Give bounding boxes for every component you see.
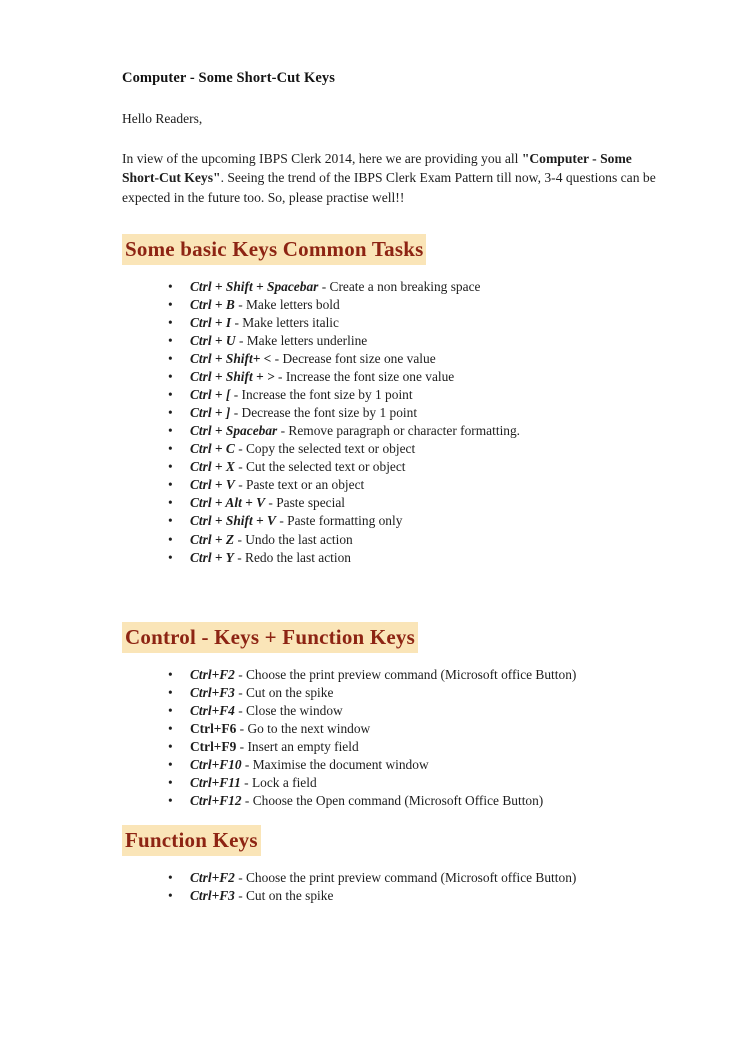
section-heading-control-keys-function-keys bbox=[122, 625, 664, 650]
shortcut-combo: Ctrl + B bbox=[190, 297, 235, 313]
bullet-icon: • bbox=[168, 756, 173, 772]
list-item bbox=[168, 531, 664, 549]
shortcut-combo: Ctrl + Alt + V bbox=[190, 495, 266, 511]
shortcut-combo: Ctrl+F9 bbox=[190, 738, 237, 754]
section-heading-text: Some basic Keys Common Tasks bbox=[122, 234, 426, 265]
shortcut-combo: Ctrl + V bbox=[190, 477, 235, 493]
shortcut-description: - Choose the print preview command (Microsoft office Button) bbox=[234, 870, 577, 886]
list-item bbox=[168, 278, 664, 296]
shortcut-description: - Maximise the document window bbox=[241, 756, 429, 772]
bullet-icon: • bbox=[168, 702, 173, 718]
section-spacer bbox=[122, 567, 664, 625]
bullet-icon: • bbox=[168, 888, 173, 904]
list-item bbox=[168, 792, 664, 810]
list-item bbox=[168, 404, 664, 422]
shortcut-description: - Make letters italic bbox=[231, 315, 339, 331]
shortcut-description: - Insert an empty field bbox=[236, 738, 359, 754]
list-item bbox=[168, 684, 664, 702]
shortcut-combo: Ctrl + Shift + > bbox=[190, 369, 275, 385]
shortcut-description: - Make letters bold bbox=[234, 297, 340, 313]
shortcut-combo: Ctrl + Shift + Spacebar bbox=[190, 279, 319, 295]
list-item bbox=[168, 512, 664, 530]
shortcut-list-function-keys bbox=[122, 869, 664, 905]
shortcut-description: - Paste text or an object bbox=[234, 477, 365, 493]
shortcut-description: - Lock a field bbox=[240, 774, 317, 790]
greeting-text: Hello Readers, bbox=[122, 111, 203, 126]
bullet-icon: • bbox=[168, 369, 173, 385]
bullet-icon: • bbox=[168, 495, 173, 511]
shortcut-description: - Choose the print preview command (Microsoft office Button) bbox=[234, 666, 577, 682]
section-heading-some-basic-keys-common-tasks bbox=[122, 237, 664, 262]
shortcut-description: - Decrease the font size by 1 point bbox=[230, 405, 418, 421]
bullet-icon: • bbox=[168, 405, 173, 421]
shortcut-description: - Copy the selected text or object bbox=[234, 441, 416, 457]
shortcut-combo: Ctrl+F2 bbox=[190, 870, 235, 886]
list-item bbox=[168, 332, 664, 350]
list-item bbox=[168, 440, 664, 458]
shortcut-combo: Ctrl+F6 bbox=[190, 720, 237, 736]
bullet-icon: • bbox=[168, 441, 173, 457]
list-item bbox=[168, 350, 664, 368]
bullet-icon: • bbox=[168, 477, 173, 493]
shortcut-description: - Cut on the spike bbox=[234, 684, 334, 700]
bullet-icon: • bbox=[168, 870, 173, 886]
shortcut-description: - Undo the last action bbox=[234, 531, 353, 547]
shortcut-combo: Ctrl+F4 bbox=[190, 702, 235, 718]
bullet-icon: • bbox=[168, 774, 173, 790]
bullet-icon: • bbox=[168, 351, 173, 367]
shortcut-description: - Cut the selected text or object bbox=[234, 459, 406, 475]
section-heading-function-keys bbox=[122, 828, 664, 853]
shortcut-description: - Cut on the spike bbox=[234, 888, 334, 904]
bullet-icon: • bbox=[168, 549, 173, 565]
bullet-icon: • bbox=[168, 387, 173, 403]
shortcut-combo: Ctrl + Spacebar bbox=[190, 423, 278, 439]
shortcut-combo: Ctrl + Y bbox=[190, 549, 234, 565]
list-item bbox=[168, 458, 664, 476]
shortcut-combo: Ctrl + I bbox=[190, 315, 232, 331]
list-item bbox=[168, 386, 664, 404]
shortcut-combo: Ctrl + Shift+ < bbox=[190, 351, 272, 367]
shortcut-description: - Increase the font size one value bbox=[274, 369, 455, 385]
sections-container bbox=[122, 237, 664, 905]
list-item bbox=[168, 756, 664, 774]
list-item bbox=[168, 666, 664, 684]
bullet-icon: • bbox=[168, 279, 173, 295]
section-heading-text: Function Keys bbox=[122, 825, 261, 856]
list-item bbox=[168, 738, 664, 756]
intro-text-part2: . Seeing the trend of the IBPS Clerk Exam Pattern till now, 3-4 questions can be expected in the future too. So, please practise well!! bbox=[122, 170, 656, 205]
list-item bbox=[168, 869, 664, 887]
list-item bbox=[168, 887, 664, 905]
shortcut-description: - Paste special bbox=[265, 495, 345, 511]
shortcut-description: - Choose the Open command (Microsoft Office Button) bbox=[241, 792, 544, 808]
shortcut-combo: Ctrl + Z bbox=[190, 531, 235, 547]
bullet-icon: • bbox=[168, 333, 173, 349]
bullet-icon: • bbox=[168, 720, 173, 736]
intro-paragraph bbox=[122, 149, 657, 207]
page-title: Computer - Some Short-Cut Keys bbox=[122, 70, 335, 86]
shortcut-description: - Make letters underline bbox=[235, 333, 368, 349]
bullet-icon: • bbox=[168, 531, 173, 547]
shortcut-combo: Ctrl + X bbox=[190, 459, 235, 475]
list-item bbox=[168, 774, 664, 792]
shortcut-description: - Increase the font size by 1 point bbox=[230, 387, 413, 403]
shortcut-description: - Paste formatting only bbox=[275, 513, 403, 529]
shortcut-description: - Remove paragraph or character formatting. bbox=[277, 423, 521, 439]
shortcut-combo: Ctrl + ] bbox=[190, 405, 231, 421]
intro-text-part1: In view of the upcoming IBPS Clerk 2014, here we are providing you all bbox=[122, 151, 522, 166]
shortcut-description: - Redo the last action bbox=[233, 549, 351, 565]
shortcut-description: - Create a non breaking space bbox=[318, 279, 481, 295]
shortcut-combo: Ctrl + [ bbox=[190, 387, 231, 403]
shortcut-combo: Ctrl + U bbox=[190, 333, 236, 349]
bullet-icon: • bbox=[168, 513, 173, 529]
shortcut-combo: Ctrl+F11 bbox=[190, 774, 241, 790]
bullet-icon: • bbox=[168, 423, 173, 439]
shortcut-combo: Ctrl+F3 bbox=[190, 684, 235, 700]
bullet-icon: • bbox=[168, 666, 173, 682]
list-item bbox=[168, 494, 664, 512]
list-item bbox=[168, 422, 664, 440]
list-item bbox=[168, 296, 664, 314]
intro-text-bold: "Computer - Some Short-Cut Keys" bbox=[122, 151, 632, 186]
list-item bbox=[168, 702, 664, 720]
shortcut-combo: Ctrl + C bbox=[190, 441, 235, 457]
list-item bbox=[168, 720, 664, 738]
bullet-icon: • bbox=[168, 459, 173, 475]
list-item bbox=[168, 368, 664, 386]
bullet-icon: • bbox=[168, 315, 173, 331]
list-item bbox=[168, 314, 664, 332]
section-heading-text: Control - Keys + Function Keys bbox=[122, 622, 418, 653]
list-item bbox=[168, 549, 664, 567]
shortcut-list-some-basic-keys-common-tasks bbox=[122, 278, 664, 567]
bullet-icon: • bbox=[168, 684, 173, 700]
list-item bbox=[168, 476, 664, 494]
shortcut-description: - Close the window bbox=[234, 702, 343, 718]
bullet-icon: • bbox=[168, 792, 173, 808]
shortcut-combo: Ctrl+F2 bbox=[190, 666, 235, 682]
bullet-icon: • bbox=[168, 297, 173, 313]
shortcut-description: - Go to the next window bbox=[236, 720, 371, 736]
shortcut-combo: Ctrl+F3 bbox=[190, 888, 235, 904]
bullet-icon: • bbox=[168, 738, 173, 754]
shortcut-combo: Ctrl+F10 bbox=[190, 756, 242, 772]
shortcut-combo: Ctrl+F12 bbox=[190, 792, 242, 808]
shortcut-list-control-keys-function-keys bbox=[122, 666, 664, 810]
shortcut-combo: Ctrl + Shift + V bbox=[190, 513, 276, 529]
shortcut-description: - Decrease font size one value bbox=[271, 351, 436, 367]
